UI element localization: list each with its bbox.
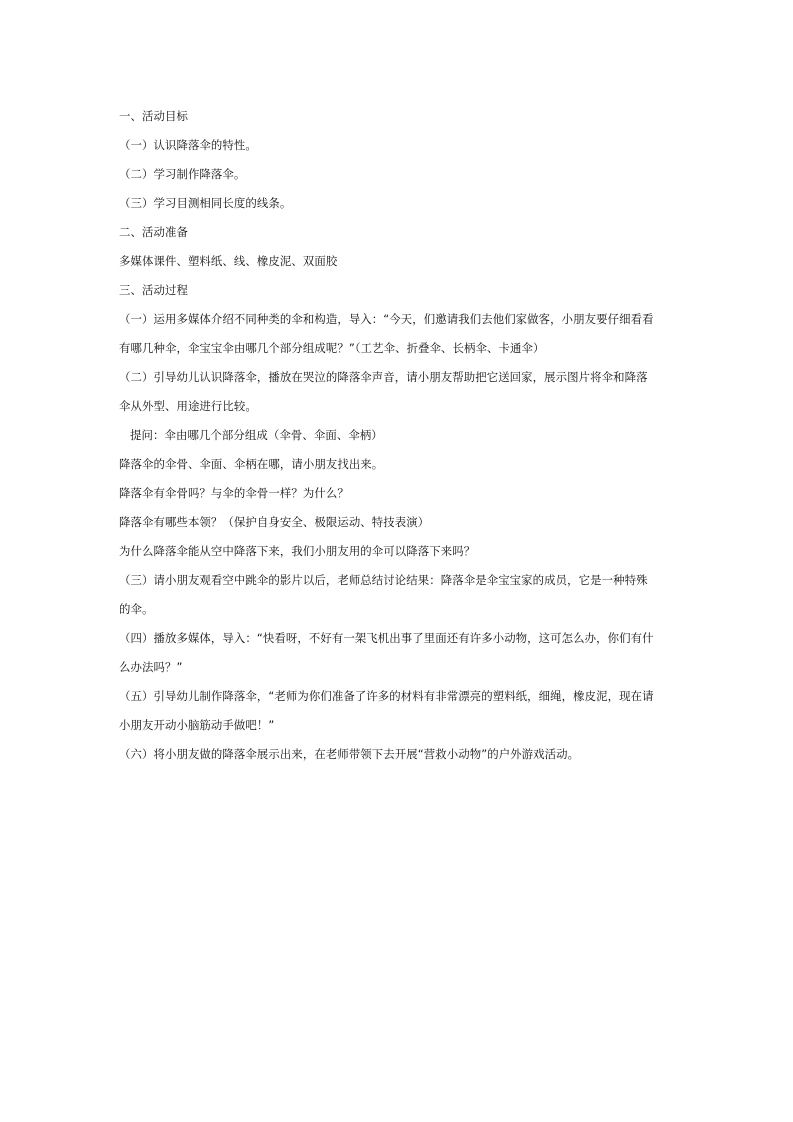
process-step-5-line-1: （五）引导幼儿制作降落伞，“老师为你们准备了许多的材料有非常漂亮的塑料纸，细绳，橡皮泥，现在请 [119, 689, 654, 703]
document-body [119, 102, 679, 769]
process-step-2-line-1: （二）引导幼儿认识降落伞，播放在哭泣的降落伞声音，请小朋友帮助把它送回家，展示图片将伞和降落 [119, 370, 648, 384]
section-heading-process: 三、活动过程 [119, 283, 188, 297]
preparation-materials: 多媒体课件、塑料纸、线、橡皮泥、双面胶 [119, 254, 338, 268]
goal-item-1: （一）认识降落伞的特性。 [119, 138, 257, 152]
process-step-5-line-2: 小朋友开动小脑筋动手做吧！” [119, 718, 275, 732]
question-2: 降落伞有伞骨吗？与伞的伞骨一样？为什么？ [119, 486, 349, 500]
process-step-1-line-2: 有哪几种伞，伞宝宝伞由哪几个部分组成呢？”（工艺伞、折叠伞、长柄伞、卡通伞） [119, 341, 545, 355]
goal-item-3: （三）学习目测相同长度的线条。 [119, 196, 292, 210]
goal-item-2: （二）学习制作降落伞。 [119, 167, 246, 181]
question-1: 降落伞的伞骨、伞面、伞柄在哪，请小朋友找出来。 [119, 457, 384, 471]
process-step-4-line-1: （四）播放多媒体，导入：“快看呀，不好有一架飞机出事了里面还有许多小动物，这可怎么办，你们有什 [119, 631, 654, 645]
process-step-2-line-2: 伞从外型、用途进行比较。 [119, 399, 257, 413]
process-step-3-line-2: 的伞。 [119, 602, 154, 616]
process-step-1-line-1: （一）运用多媒体介绍不同种类的伞和构造，导入：“今天，们邀请我们去他们家做客，小朋友要仔细看看 [119, 312, 654, 326]
section-heading-preparation: 二、活动准备 [119, 225, 188, 239]
process-step-3-line-1: （三）请小朋友观看空中跳伞的影片以后，老师总结讨论结果：降落伞是伞宝宝家的成员，它是一种特殊 [119, 573, 648, 587]
section-heading-goals: 一、活动目标 [119, 109, 188, 123]
question-3: 降落伞有哪些本领？（保护自身安全、极限运动、特技表演） [119, 515, 430, 529]
process-step-4-line-2: 么办法吗？” [119, 660, 183, 674]
question-prompt: 提问：伞由哪几个部分组成（伞骨、伞面、伞柄） [130, 428, 383, 442]
question-4: 为什么降落伞能从空中降落下来，我们小朋友用的伞可以降落下来吗？ [119, 544, 476, 558]
process-step-6: （六）将小朋友做的降落伞展示出来，在老师带领下去开展“营救小动物”的户外游戏活动。 [119, 747, 580, 761]
